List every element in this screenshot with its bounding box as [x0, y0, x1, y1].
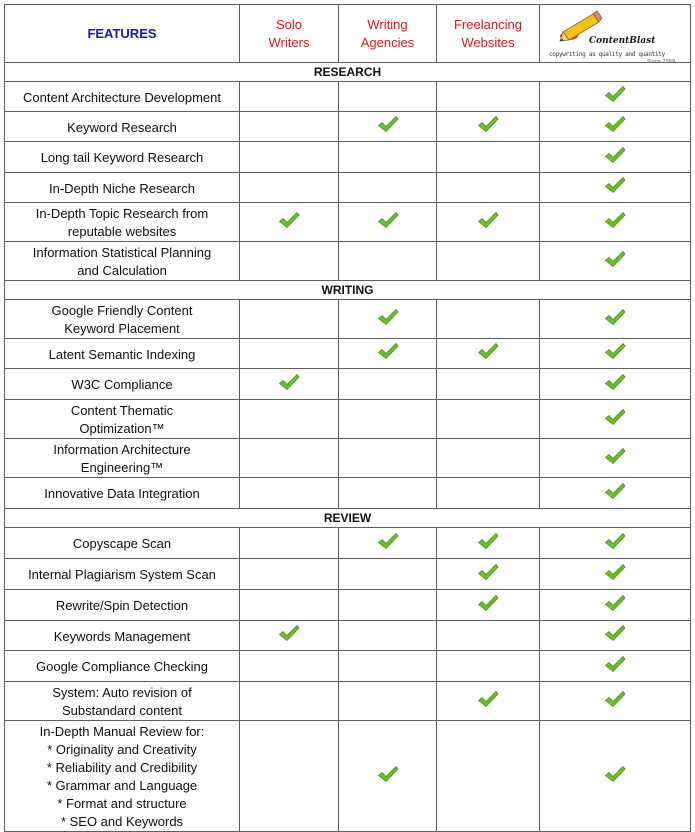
solo-writers-cell	[240, 590, 339, 621]
feature-label: Innovative Data Integration	[5, 478, 240, 509]
check-icon	[604, 594, 626, 617]
feature-label: Google Compliance Checking	[5, 651, 240, 682]
check-icon	[604, 690, 626, 713]
freelancing-websites-cell	[437, 651, 540, 682]
logo-since: Since 2009	[647, 58, 675, 63]
solo-writers-cell	[240, 559, 339, 590]
check-icon	[477, 115, 499, 138]
logo-tagline: copywriting as quality and quantity	[549, 50, 665, 58]
writing-agencies-header: Writing Agencies	[339, 5, 437, 63]
feature-label: Google Friendly Content Keyword Placement	[5, 300, 240, 339]
contentblast-cell	[540, 112, 691, 142]
feature-label: Long tail Keyword Research	[5, 142, 240, 173]
table-body	[5, 63, 691, 832]
writing-agencies-cell	[339, 478, 437, 509]
contentblast-cell	[540, 559, 691, 590]
check-icon	[604, 115, 626, 138]
check-icon	[604, 373, 626, 396]
check-icon	[477, 594, 499, 617]
feature-label: Keyword Research	[5, 112, 240, 142]
freelancing-websites-cell	[437, 439, 540, 478]
freelancing-websites-header: Freelancing Websites	[437, 5, 540, 63]
check-icon	[604, 655, 626, 678]
freelancing-websites-cell	[437, 682, 540, 721]
check-icon	[604, 447, 626, 470]
freelancing-websites-cell	[437, 478, 540, 509]
contentblast-cell	[540, 142, 691, 173]
feature-label: Copyscape Scan	[5, 528, 240, 559]
freelancing-websites-cell	[437, 242, 540, 281]
feature-label: W3C Compliance	[5, 369, 240, 400]
check-icon	[604, 624, 626, 647]
feature-label: In-Depth Topic Research from reputable websites	[5, 203, 240, 242]
writing-agencies-cell	[339, 721, 437, 832]
feature-label: In-Depth Niche Research	[5, 173, 240, 203]
check-icon	[278, 211, 300, 234]
solo-writers-cell	[240, 721, 339, 832]
feature-label: Content Architecture Development	[5, 82, 240, 112]
check-icon	[604, 146, 626, 169]
solo-writers-cell	[240, 300, 339, 339]
solo-writers-cell	[240, 203, 339, 242]
table-row	[5, 242, 691, 281]
table-row	[5, 400, 691, 439]
check-icon	[604, 250, 626, 273]
contentblast-cell	[540, 82, 691, 112]
feature-label: Information Statistical Planning and Calculation	[5, 242, 240, 281]
freelancing-websites-cell	[437, 590, 540, 621]
check-icon	[604, 211, 626, 234]
freelancing-websites-cell	[437, 339, 540, 369]
comparison-table	[4, 4, 691, 832]
writing-agencies-cell	[339, 300, 437, 339]
check-icon	[377, 765, 399, 788]
contentblast-cell	[540, 400, 691, 439]
table-row	[5, 439, 691, 478]
solo-writers-cell	[240, 439, 339, 478]
check-icon	[477, 532, 499, 555]
check-icon	[377, 308, 399, 331]
solo-writers-cell	[240, 528, 339, 559]
writing-agencies-cell	[339, 203, 437, 242]
contentblast-cell	[540, 203, 691, 242]
check-icon	[377, 342, 399, 365]
feature-label: Latent Semantic Indexing	[5, 339, 240, 369]
solo-writers-cell	[240, 621, 339, 651]
section-title: RESEARCH	[5, 63, 691, 82]
contentblast-cell	[540, 478, 691, 509]
freelancing-websites-cell	[437, 112, 540, 142]
table-row	[5, 721, 691, 832]
freelancing-websites-cell	[437, 400, 540, 439]
writing-agencies-cell	[339, 528, 437, 559]
contentblast-cell	[540, 439, 691, 478]
contentblast-cell	[540, 721, 691, 832]
feature-label: System: Auto revision of Substandard content	[5, 682, 240, 721]
table-row	[5, 651, 691, 682]
writing-agencies-cell	[339, 142, 437, 173]
check-icon	[477, 563, 499, 586]
solo-writers-cell	[240, 82, 339, 112]
contentblast-cell	[540, 528, 691, 559]
contentblast-logo-header	[540, 5, 691, 63]
writing-agencies-cell	[339, 651, 437, 682]
check-icon	[604, 482, 626, 505]
section-row-writing	[5, 281, 691, 300]
solo-writers-cell	[240, 173, 339, 203]
section-title: WRITING	[5, 281, 691, 300]
contentblast-cell	[540, 300, 691, 339]
freelancing-websites-cell	[437, 559, 540, 590]
contentblast-cell	[540, 590, 691, 621]
section-title: REVIEW	[5, 509, 691, 528]
check-icon	[377, 532, 399, 555]
solo-writers-cell	[240, 112, 339, 142]
check-icon	[604, 176, 626, 199]
check-icon	[278, 624, 300, 647]
table-row	[5, 478, 691, 509]
freelancing-websites-cell	[437, 721, 540, 832]
solo-writers-cell	[240, 339, 339, 369]
writing-agencies-cell	[339, 590, 437, 621]
table-row	[5, 369, 691, 400]
freelancing-websites-cell	[437, 300, 540, 339]
solo-writers-cell	[240, 142, 339, 173]
table-row	[5, 173, 691, 203]
check-icon	[604, 342, 626, 365]
table-row	[5, 142, 691, 173]
solo-writers-cell	[240, 651, 339, 682]
contentblast-cell	[540, 621, 691, 651]
check-icon	[477, 211, 499, 234]
check-icon	[604, 765, 626, 788]
check-icon	[377, 115, 399, 138]
check-icon	[604, 308, 626, 331]
table-row	[5, 559, 691, 590]
solo-writers-cell	[240, 369, 339, 400]
freelancing-websites-cell	[437, 82, 540, 112]
feature-label: Rewrite/Spin Detection	[5, 590, 240, 621]
contentblast-logo	[545, 6, 685, 62]
check-icon	[604, 563, 626, 586]
header-row	[5, 5, 691, 63]
feature-label: Keywords Management	[5, 621, 240, 651]
check-icon	[604, 85, 626, 108]
writing-agencies-cell	[339, 112, 437, 142]
contentblast-cell	[540, 369, 691, 400]
writing-agencies-cell	[339, 559, 437, 590]
table-row	[5, 300, 691, 339]
check-icon	[377, 211, 399, 234]
section-row-research	[5, 63, 691, 82]
solo-writers-cell	[240, 682, 339, 721]
check-icon	[477, 342, 499, 365]
table-row	[5, 682, 691, 721]
contentblast-cell	[540, 242, 691, 281]
logo-name: ContentBlast	[589, 35, 656, 46]
contentblast-cell	[540, 339, 691, 369]
contentblast-cell	[540, 651, 691, 682]
table-row	[5, 82, 691, 112]
writing-agencies-cell	[339, 621, 437, 651]
freelancing-websites-cell	[437, 203, 540, 242]
check-icon	[604, 408, 626, 431]
solo-writers-cell	[240, 400, 339, 439]
freelancing-websites-cell	[437, 369, 540, 400]
check-icon	[477, 690, 499, 713]
table-row	[5, 528, 691, 559]
feature-label: Internal Plagiarism System Scan	[5, 559, 240, 590]
solo-writers-header: Solo Writers	[240, 5, 339, 63]
table-row	[5, 621, 691, 651]
contentblast-cell	[540, 682, 691, 721]
table-row	[5, 203, 691, 242]
freelancing-websites-cell	[437, 142, 540, 173]
writing-agencies-cell	[339, 82, 437, 112]
table-row	[5, 590, 691, 621]
freelancing-websites-cell	[437, 621, 540, 651]
check-icon	[604, 532, 626, 555]
writing-agencies-cell	[339, 682, 437, 721]
writing-agencies-cell	[339, 369, 437, 400]
solo-writers-cell	[240, 478, 339, 509]
feature-label: In-Depth Manual Review for: * Originality and Creativity * Reliability and Credibility * Grammar and Language * Format and structure * SEO and Keywords	[5, 721, 240, 832]
contentblast-cell	[540, 173, 691, 203]
writing-agencies-cell	[339, 439, 437, 478]
table-row	[5, 112, 691, 142]
writing-agencies-cell	[339, 173, 437, 203]
solo-writers-cell	[240, 242, 339, 281]
table-row	[5, 339, 691, 369]
freelancing-websites-cell	[437, 173, 540, 203]
writing-agencies-cell	[339, 400, 437, 439]
features-header: FEATURES	[5, 5, 240, 63]
feature-label: Information Architecture Engineering™	[5, 439, 240, 478]
writing-agencies-cell	[339, 242, 437, 281]
freelancing-websites-cell	[437, 528, 540, 559]
section-row-review	[5, 509, 691, 528]
check-icon	[278, 373, 300, 396]
writing-agencies-cell	[339, 339, 437, 369]
feature-label: Content Thematic Optimization™	[5, 400, 240, 439]
